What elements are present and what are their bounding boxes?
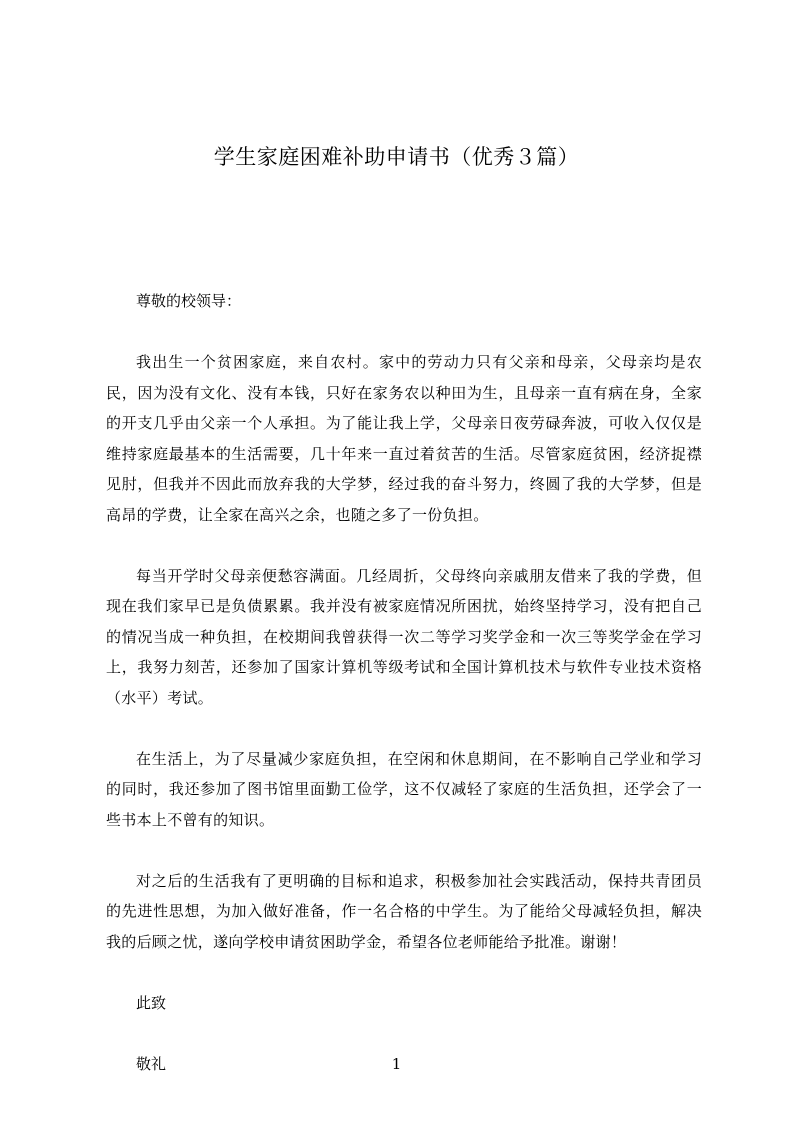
paragraph-2: 每当开学时父母亲便愁容满面。几经周折，父母终向亲戚朋友借来了我的学费，但现在我们家早已是负债累累。我并没有被家庭情况所困扰，始终坚持学习，没有把自己的情况当成一种负担，在校期间我曾获得一次二等学习奖学金和一次三等奖学金在学习上，我努力刻苦，还参加了国家计算机等级考试和全国计算机技术与软件专业技术资格（水平）考试。 (106, 566, 702, 707)
document-body (106, 286, 702, 1110)
paragraph-1: 我出生一个贫困家庭，来自农村。家中的劳动力只有父亲和母亲，父母亲均是农民，因为没有文化、没有本钱，只好在家务农以种田为生，且母亲一直有病在身，全家的开支几乎由父亲一个人承担。为了能让我上学，父母亲日夜劳碌奔波，可收入仅仅是维持家庭最基本的生活需要，几十年来一直过着贫苦的生活。尽管家庭贫困，经济捉襟见肘，但我并不因此而放弃我的大学梦，经过我的奋斗努力，终圆了我的大学梦，但是高昂的学费，让全家在高兴之余，也随之多了一份负担。 (106, 353, 702, 524)
closing-regards: 此致 (136, 993, 167, 1012)
paragraph-4: 对之后的生活我有了更明确的目标和追求，积极参加社会实践活动，保持共青团员的先进性思想，为加入做好准备，作一名合格的中学生。为了能给父母减轻负担，解决我的后顾之忧，遂向学校申请贫困助学金，希望各位老师能给予批准。谢谢！ (106, 871, 702, 951)
closing-salute: 敬礼 (136, 1054, 167, 1073)
document-title: 学生家庭困难补助申请书（优秀３篇） (213, 145, 580, 169)
page-number: 1 (391, 1055, 402, 1073)
paragraph-3: 在生活上，为了尽量减少家庭负担，在空闲和休息期间，在不影响自己学业和学习的同时，我还参加了图书馆里面勤工俭学，这不仅减轻了家庭的生活负担，还学会了一些书本上不曾有的知识。 (106, 749, 702, 829)
salutation: 尊敬的校领导： (136, 292, 242, 310)
